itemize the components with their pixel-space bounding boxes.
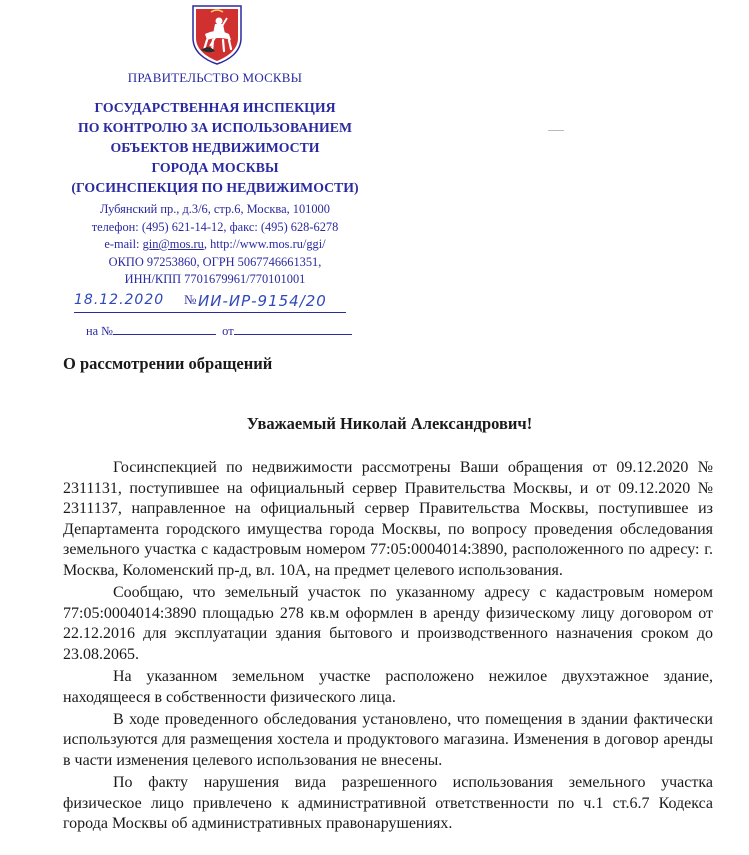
body-paragraph: В ходе проведенного обследования установлено, что помещения в здании фактически используются для размещения хостела и продуктового магазина. Изменения в договор аренды в части изменения целевого использования не внесены. <box>63 710 713 769</box>
response-reference-line <box>86 323 352 339</box>
organization-line: ГОСУДАРСТВЕННАЯ ИНСПЕКЦИЯ <box>94 100 336 115</box>
email-website <box>40 236 390 254</box>
body-paragraph: Сообщаю, что земельный участок по указанному адресу с кадастровым номером 77:05:0004014:3890 площадью 278 кв.м оформлен в аренду физическому лицу договором от 22.12.2016 для эксплуатации здания бытового и производственного назначения сроком до 23.08.2065. <box>63 584 713 663</box>
handwritten-date: 18.12.2020 <box>74 292 165 308</box>
letter-body <box>63 458 713 835</box>
address: Лубянский пр., д.3/6, стр.6, Москва, 101000 <box>100 202 330 216</box>
body-paragraph: По факту нарушения вида разрешенного использования земельного участка физическое лицо привлечено к административной ответственности по ч.1 ст.6.7 Кодекса города Москвы об административных правонарушениях. <box>63 773 713 833</box>
email-prefix: e-mail: <box>104 237 143 251</box>
handwritten-number: ИИ-ИР-9154/20 <box>198 292 327 310</box>
response-date-blank <box>234 323 352 335</box>
government-title: ПРАВИТЕЛЬСТВО МОСКВЫ <box>127 70 303 85</box>
moscow-coat-of-arms-icon <box>189 4 245 66</box>
scan-mark <box>548 130 564 131</box>
email-link[interactable]: gin@mos.ru <box>142 237 204 251</box>
body-paragraph: Госинспекцией по недвижимости рассмотрены Ваши обращения от 09.12.2020 № 2311131, поступившее на официальный сервер Правительства Москвы, и от 09.12.2020 № 2311137, направленное на официальный сервер Правительства Москвы, поступившее из Департамента городского имущества города Москвы, по вопросу проведения обследования земельного участка с кадастровым номером 77:05:0004014:3890, расположенного по адресу: г. Москва, Коломенский пр-д, вл. 10А, на предмет целевого использования. <box>63 459 713 579</box>
website-text: , http://www.mos.ru/ggi/ <box>203 237 326 251</box>
letter-greeting: Уважаемый Николай Александрович! <box>246 414 533 433</box>
phone-fax: телефон: (495) 621-14-12, факс: (495) 628-6278 <box>91 219 339 234</box>
organization-line: ПО КОНТРОЛЮ ЗА ИСПОЛЬЗОВАНИЕМ <box>78 120 352 135</box>
organization-name <box>40 98 390 198</box>
contact-details <box>40 201 390 289</box>
response-to-label: на № <box>86 324 114 338</box>
from-label: от <box>222 324 234 338</box>
okpo-ogrn: ОКПО 97253860, ОГРН 5067746661351, <box>108 254 322 269</box>
response-number-blank <box>113 323 216 335</box>
organization-line: ГОРОДА МОСКВЫ <box>151 160 279 175</box>
body-paragraph: На указанном земельном участке расположено нежилое двухэтажное здание, находящееся в собственности физического лица. <box>63 667 713 706</box>
registration-line <box>74 290 374 318</box>
organization-line: ОБЪЕКТОВ НЕДВИЖИМОСТИ <box>110 140 320 155</box>
letter-subject: О рассмотрении обращений <box>63 354 273 373</box>
organization-line: (ГОСИНСПЕКЦИЯ ПО НЕДВИЖИМОСТИ) <box>71 180 359 195</box>
number-symbol: № <box>184 292 197 307</box>
registration-underline <box>74 312 346 313</box>
inn-kpp: ИНН/КПП 7701679961/770101001 <box>124 272 306 286</box>
